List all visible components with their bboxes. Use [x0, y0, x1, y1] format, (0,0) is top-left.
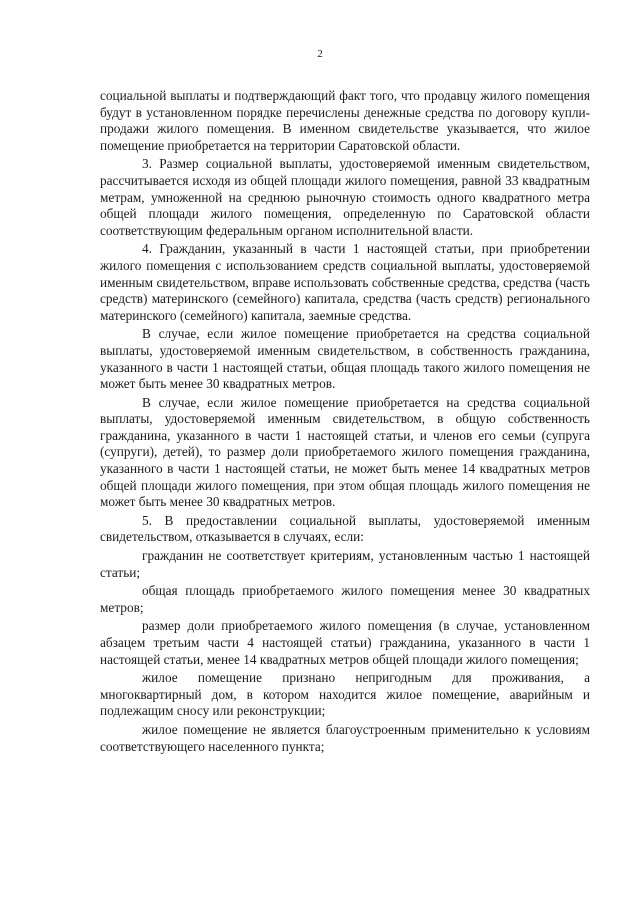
- paragraph-part-4-case-2: В случае, если жилое помещение приобретается на средства социальной выплаты, удостоверяемой именным свидетельством, в общую собственность гражданина, указанного в части 1 настоящей статьи, и членов его семьи (супруга (супруги), детей), то размер доли приобретаемого жилого помещения гражданина, указанного в части 1 настоящей статьи, не может быть менее 14 квадратных метров общей площади жилого помещения, при этом общая площадь жилого помещения не может быть менее 30 квадратных метров.: [100, 394, 590, 510]
- list-item-area: общая площадь приобретаемого жилого помещения менее 30 квадратных метров;: [100, 583, 590, 615]
- list-item-unfit: жилое помещение признано непригодным для проживания, а многоквартирный дом, в котором находится жилое помещение, аварийным и подлежащим сносу или реконструкции;: [100, 670, 590, 719]
- list-item-criteria: гражданин не соответствует критериям, установленным частью 1 настоящей статьи;: [100, 548, 590, 580]
- page-number: 2: [317, 48, 323, 60]
- paragraph-part-4: 4. Гражданин, указанный в части 1 настоящей статьи, при приобретении жилого помещения с использованием средств социальной выплаты, удостоверяемой именным свидетельством, вправе использовать собственные средства, средства (часть средств) материнского (семейного) капитала, средства (часть средств) регионального материнского (семейного) капитала, заемные средства.: [100, 241, 590, 323]
- list-item-share: размер доли приобретаемого жилого помещения (в случае, установленном абзацем третьим части 4 настоящей статьи) гражданина, указанного в части 1 настоящей статьи, менее 14 квадратных метров общей площади жилого помещения;: [100, 618, 590, 667]
- paragraph-continuation: социальной выплаты и подтверждающий факт того, что продавцу жилого помещения будут в установленном порядке перечислены денежные средства по договору купли-продажи жилого помещения. В именном свидетельстве указывается, что жилое помещение приобретается на территории Саратовской области.: [100, 88, 590, 153]
- paragraph-part-4-case-1: В случае, если жилое помещение приобретается на средства социальной выплаты, удостоверяемой именным свидетельством, в собственность гражданина, указанного в части 1 настоящей статьи, общая площадь такого жилого помещения не может быть менее 30 квадратных метров.: [100, 326, 590, 392]
- paragraph-part-3: 3. Размер социальной выплаты, удостоверяемой именным свидетельством, рассчитывается исходя из общей площади жилого помещения, равной 33 квадратным метрам, умноженной на среднюю рыночную стоимость одного квадратного метра общей площади жилого помещения, определенную по Саратовской области соответствующим федеральным органом исполнительной власти.: [100, 156, 590, 238]
- paragraph-part-5: 5. В предоставлении социальной выплаты, удостоверяемой именным свидетельством, отказывается в случаях, если:: [100, 512, 590, 545]
- document-body: [100, 88, 590, 755]
- list-item-amenities: жилое помещение не является благоустроенным применительно к условиям соответствующего населенного пункта;: [100, 721, 590, 754]
